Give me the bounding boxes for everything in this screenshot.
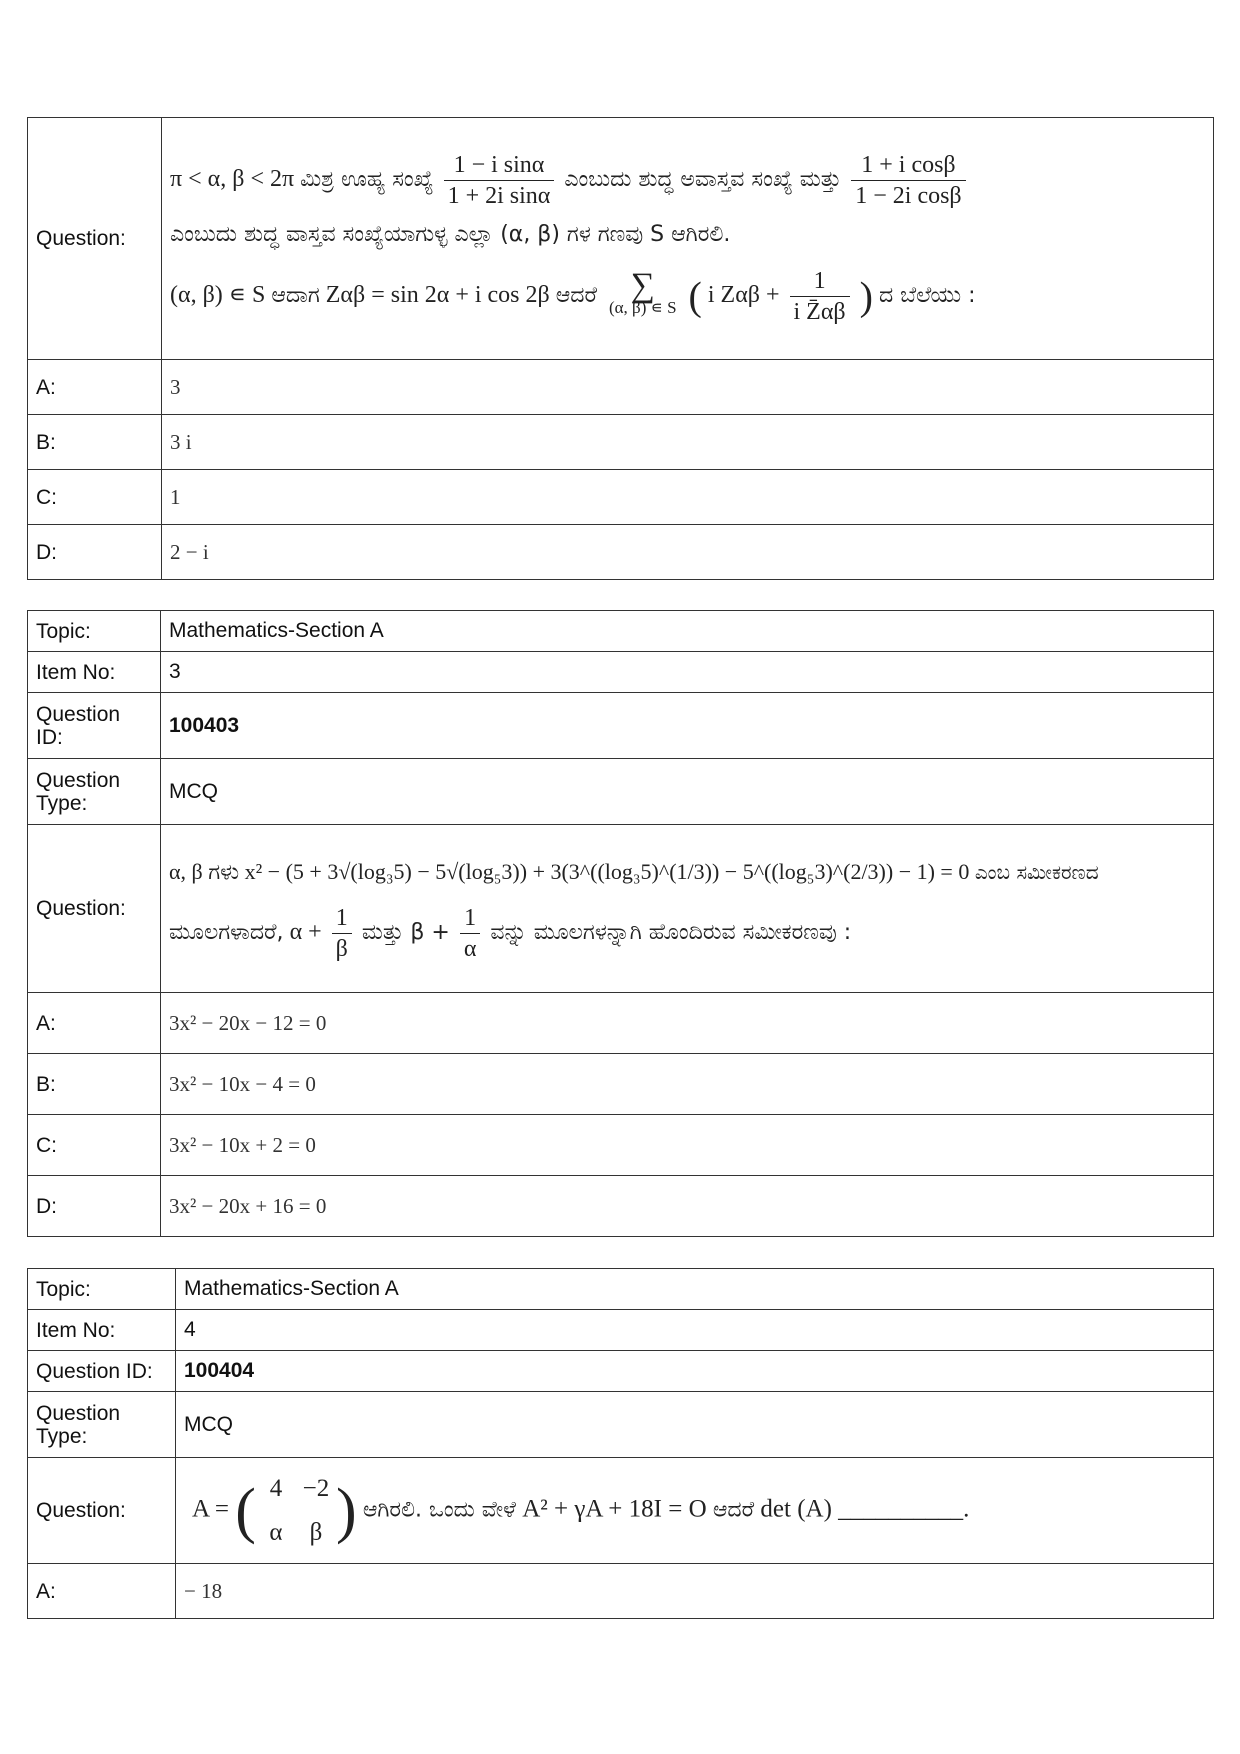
option-a: − 18 bbox=[176, 1564, 1214, 1619]
option-d: 3x² − 20x + 16 = 0 bbox=[161, 1176, 1214, 1237]
item-no-label: Item No: bbox=[28, 1310, 176, 1351]
sum-subscript: (α, β) ∊ S bbox=[608, 297, 677, 317]
matrix-cell: −2 bbox=[302, 1474, 330, 1502]
topic-value: Mathematics-Section A bbox=[161, 611, 1214, 652]
q3-kannada-b: ಆದರೆ bbox=[555, 283, 597, 309]
q-line-2-end: ವನ್ನು ಮೂಲಗಳನ್ನಾಗಿ ಹೊಂದಿರುವ ಸಮೀಕರಣವು : bbox=[490, 920, 852, 946]
frac-b-num: 1 bbox=[460, 903, 481, 934]
q3-term: i Zαβ + bbox=[707, 282, 780, 309]
fraction-3-num: 1 bbox=[790, 266, 850, 297]
matrix-cell: α bbox=[269, 1518, 283, 1546]
question-text: A = ( 4 −2 α β ) ಆಗಿರಲಿ. ಒಂದು ವೇಳೆ A² + γA + 18I = O ಆದರೆ det (A) __________. bbox=[176, 1458, 1214, 1564]
option-label: A: bbox=[28, 1564, 176, 1619]
question-block-4 bbox=[27, 1268, 1214, 1619]
q-line-2: ಎಂಬುದು ಶುದ್ಧ ವಾಸ್ತವ ಸಂಖ್ಯೆಯಾಗುಳ್ಳ ಎಲ್ಲಾ (α, β) ಗಳ ಗಣವು S ಆಗಿರಲಿ. bbox=[170, 222, 731, 247]
fraction-1 bbox=[444, 150, 555, 211]
q-condition: π < α, β < 2π bbox=[170, 166, 295, 193]
option-b: 3x² − 10x − 4 = 0 bbox=[161, 1054, 1214, 1115]
matrix-a bbox=[256, 1470, 336, 1552]
q-equation: x² − (5 + 3√(log₃5) − 5√(log₅3)) + 3(3^((log₃5)^(1/3)) − 5^((log₅3)^(2/3)) − 1) = 0 bbox=[244, 859, 970, 884]
option-label: B: bbox=[28, 1054, 161, 1115]
option-label: A: bbox=[28, 360, 162, 415]
question-text: π < α, β < 2π ಮಿಶ್ರ ಊಹ್ಯ ಸಂಖ್ಯೆ $\frac{\text{1 − i sinα}}{\text{1 + 2i sinα}}$ ಎಂಬುದು ಶುದ್ಧ ಅವಾಸ್ತವ ಸಂಖ್ಯೆ ಮತ್ತು $\frac{\text{1 + i cosβ}}{\text{1 − 2i cosβ}}$ ಎಂಬುದು ಶುದ್ಧ ವಾಸ್ತವ ಸಂಖ್ಯೆಯಾಗುಳ್ಳ ಎಲ್ಲಾ (α, β) ಗಳ ಗಣವು S ಆಗಿರಲಿ. (α, β) ∊ S ಆದಾಗ Zαβ = sin 2α + i cos 2β ಆದರೆ ∑ (α, β) ∊ S ( i Zαβ + $\frac{1}{\text{i Z̄αβ}}$ ) ದ ಬೆಲೆಯು : bbox=[162, 118, 1214, 360]
q-det: det (A) __________. bbox=[760, 1495, 970, 1523]
q3-kannada-a: ಆದಾಗ bbox=[271, 283, 320, 309]
item-no-value: 4 bbox=[176, 1310, 1214, 1351]
fraction-2-num: 1 + i cosβ bbox=[851, 150, 965, 181]
fraction-one-over-alpha bbox=[460, 903, 481, 964]
option-a: 3 bbox=[162, 360, 1214, 415]
q-kannada-1: ಆಗಿರಲಿ. ಒಂದು ವೇಳೆ bbox=[362, 1497, 516, 1523]
topic-label: Topic: bbox=[28, 1269, 176, 1310]
question-text bbox=[161, 825, 1214, 993]
q3-set: (α, β) ∊ S bbox=[170, 282, 266, 309]
option-b: 3 i bbox=[162, 415, 1214, 470]
fraction-3-den: i Z̄αβ bbox=[793, 299, 846, 325]
option-label: B: bbox=[28, 415, 162, 470]
item-no-value: 3 bbox=[161, 652, 1214, 693]
fraction-1-num: 1 − i sinα bbox=[444, 150, 555, 181]
topic-label: Topic: bbox=[28, 611, 161, 652]
q-equation: A² + γA + 18I = O bbox=[522, 1495, 707, 1523]
topic-value: Mathematics-Section A bbox=[176, 1269, 1214, 1310]
matrix-cell: 4 bbox=[269, 1474, 283, 1502]
option-label: C: bbox=[28, 1115, 161, 1176]
question-type-value: MCQ bbox=[161, 759, 1214, 825]
option-label: D: bbox=[28, 525, 162, 580]
question-id-value: 100403 bbox=[161, 693, 1214, 759]
matrix-cell: β bbox=[309, 1518, 323, 1546]
question-label: Question: bbox=[28, 118, 162, 360]
question-label: Question: bbox=[28, 825, 161, 993]
option-c: 3x² − 10x + 2 = 0 bbox=[161, 1115, 1214, 1176]
fraction-2-den: 1 − 2i cosβ bbox=[855, 183, 962, 209]
q3-z-def: Zαβ = sin 2α + i cos 2β bbox=[325, 282, 550, 309]
q-kannada-2: ಆದರೆ bbox=[712, 1497, 755, 1523]
question-type-label: Question Type: bbox=[28, 759, 161, 825]
option-d: 2 − i bbox=[162, 525, 1214, 580]
fraction-3 bbox=[790, 266, 850, 327]
q-line-2-start: ಮೂಲಗಳಾದರೆ, bbox=[169, 920, 284, 946]
question-block-2 bbox=[27, 117, 1214, 580]
fraction-1-den: 1 + 2i sinα bbox=[447, 183, 551, 209]
q-a-equals: A = bbox=[192, 1495, 230, 1523]
question-id-label: Question ID: bbox=[28, 1351, 176, 1392]
q-kannada-1: ಮಿಶ್ರ ಊಹ್ಯ ಸಂಖ್ಯೆ bbox=[300, 167, 434, 193]
option-a: 3x² − 20x − 12 = 0 bbox=[161, 993, 1214, 1054]
frac-a-num: 1 bbox=[332, 903, 352, 934]
q-kannada-eq: ಎಂಬ ಸಮೀಕರಣದ bbox=[974, 860, 1099, 884]
q3-kannada-c: ದ ಬೆಲೆಯು : bbox=[878, 283, 976, 309]
q-kannada-2: ಎಂಬುದು ಶುದ್ಧ ಅವಾಸ್ತವ ಸಂಖ್ಯೆ ಮತ್ತು bbox=[564, 167, 842, 193]
question-type-label: Question Type: bbox=[28, 1392, 176, 1458]
option-label: D: bbox=[28, 1176, 161, 1237]
fraction-2 bbox=[851, 150, 965, 211]
question-id-value: 100404 bbox=[176, 1351, 1214, 1392]
question-label: Question: bbox=[28, 1458, 176, 1564]
item-no-label: Item No: bbox=[28, 652, 161, 693]
frac-a-den: β bbox=[335, 936, 348, 962]
fraction-one-over-beta bbox=[332, 903, 352, 964]
q-roots-intro: α, β ಗಳು bbox=[169, 859, 240, 884]
sum-symbol: ∑ (α, β) ∊ S bbox=[608, 266, 677, 317]
q-alpha-plus: α + bbox=[289, 919, 322, 946]
question-type-value: MCQ bbox=[176, 1392, 1214, 1458]
option-label: A: bbox=[28, 993, 161, 1054]
option-label: C: bbox=[28, 470, 162, 525]
frac-b-den: α bbox=[463, 936, 477, 962]
q-mid: ಮತ್ತು β + bbox=[361, 920, 450, 946]
question-block-3 bbox=[27, 610, 1214, 1237]
question-id-label: Question ID: bbox=[28, 693, 161, 759]
option-c: 1 bbox=[162, 470, 1214, 525]
